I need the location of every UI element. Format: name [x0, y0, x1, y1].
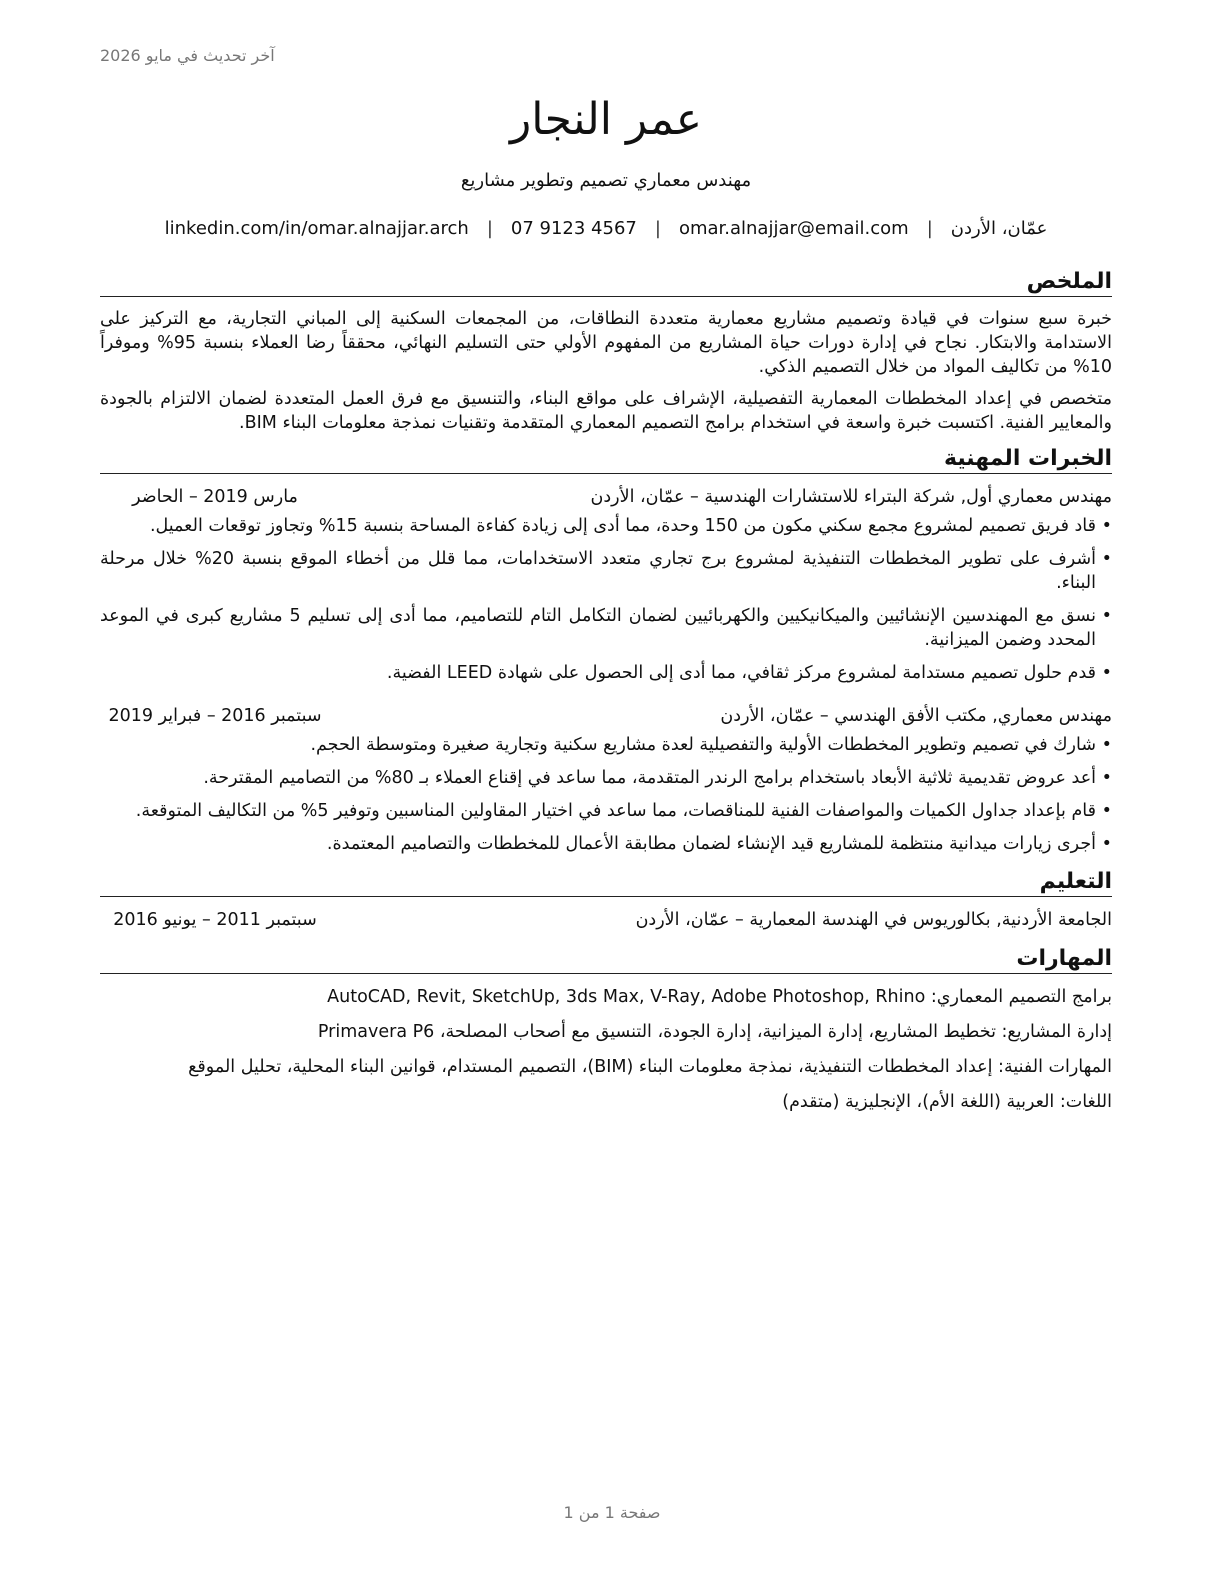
- education-dates: سبتمبر 2011 – يونيو 2016: [113, 910, 317, 930]
- contact-line: [100, 216, 1112, 242]
- job-header: [100, 484, 1112, 510]
- contact-separator: |: [926, 218, 933, 239]
- job-bullets: [100, 733, 1112, 856]
- job-bullet: • قدم حلول تصميم مستدامة لمشروع مركز ثقافي، مما أدى إلى الحصول على شهادة LEED الفضية.: [100, 661, 1112, 685]
- contact-phone: 07 9123 4567: [510, 218, 637, 239]
- skill-line: إدارة المشاريع: تخطيط المشاريع، إدارة الميزانية، إدارة الجودة، التنسيق مع أصحاب المصلحة، Primavera P6: [317, 1022, 1112, 1042]
- skill-line: برامج التصميم المعماري: AutoCAD, Revit, SketchUp, 3ds Max, V-Ray, Adobe Photoshop, Rhino: [327, 987, 1112, 1007]
- education-heading: التعليم: [100, 868, 1112, 897]
- job-bullet: • أشرف على تطوير المخططات التنفيذية لمشروع برج تجاري متعدد الاستخدامات، مما قلل من أخطاء الموقع بنسبة 20% خلال مرحلة البناء.: [100, 547, 1112, 595]
- job-bullet: • قاد فريق تصميم لمشروع مجمع سكني مكون من 150 وحدة، مما أدى إلى زيادة كفاءة المساحة بنسبة 15% وتجاوز توقعات العميل.: [100, 514, 1112, 538]
- last-updated-note: آخر تحديث في مايو 2026: [100, 46, 275, 65]
- job-entry: [100, 484, 1112, 685]
- job-bullet: • شارك في تصميم وتطوير المخططات الأولية والتفصيلية لعدة مشاريع سكنية وتجارية صغيرة ومتوسطة الحجم.: [100, 733, 1112, 757]
- job-bullet: • أجرى زيارات ميدانية منتظمة للمشاريع قيد الإنشاء لضمان مطابقة الأعمال للمخططات والتصاميم المعتمدة.: [100, 832, 1112, 856]
- summary-paragraph: خبرة سبع سنوات في قيادة وتصميم مشاريع معمارية متعددة النطاقات، من المجمعات السكنية إلى المباني التجارية، مع التركيز على الاستدامة والابتكار. نجاح في إدارة دورات حياة المشاريع من المفهوم الأولي حتى التسليم النهائي، محققاً رضا العملاء بنسبة 95% وموفراً 10% من تكاليف المواد من خلال التصميم الذكي.: [100, 309, 1112, 377]
- job-bullet: • أعد عروض تقديمية ثلاثية الأبعاد باستخدام برامج الرندر المتقدمة، مما ساعد في إقناع العملاء بـ 80% من التصاميم المقترحة.: [100, 766, 1112, 790]
- resume-page: [100, 90, 1112, 1124]
- contact-separator: |: [486, 218, 493, 239]
- job-entry: [100, 703, 1112, 856]
- summary-heading: الملخص: [100, 268, 1112, 297]
- skill-line: المهارات الفنية: إعداد المخططات التنفيذية، نمذجة معلومات البناء (BIM)، التصميم المستدام، قوانين البناء المحلية، تحليل الموقع: [188, 1057, 1112, 1077]
- job-location: – عمّان، الأردن: [720, 706, 829, 726]
- skill-line: اللغات: العربية (اللغة الأم)، الإنجليزية (متقدم): [782, 1092, 1112, 1112]
- job-header: [100, 703, 1112, 729]
- job-bullets: [100, 514, 1112, 685]
- contact-linkedin[interactable]: linkedin.com/in/omar.alnajjar.arch: [164, 218, 469, 239]
- job-dates: مارس 2019 – الحاضر: [132, 487, 298, 507]
- experience-heading: الخبرات المهنية: [100, 445, 1112, 474]
- candidate-name: عمر النجار: [510, 94, 702, 145]
- contact-separator: |: [654, 218, 661, 239]
- job-title: مهندس معماري أول, شركة البتراء للاستشارات الهندسية – عمّان، الأردن: [590, 487, 1112, 507]
- job-bullet: • قام بإعداد جداول الكميات والمواصفات الفنية للمناقصات، مما ساعد في اختيار المقاولين المناسبين وتوفير 5% من التكاليف المتوقعة.: [100, 799, 1112, 823]
- education-title: الجامعة الأردنية, بكالوريوس في الهندسة المعمارية – عمّان، الأردن: [635, 910, 1112, 930]
- education-location: – عمّان، الأردن: [635, 910, 744, 930]
- page-number: صفحة 1 من 1: [563, 1503, 661, 1522]
- job-title: مهندس معماري, مكتب الأفق الهندسي – عمّان، الأردن: [720, 706, 1112, 726]
- job-dates: سبتمبر 2016 – فبراير 2019: [108, 706, 322, 726]
- contact-location: عمّان، الأردن: [950, 218, 1048, 239]
- skills-heading: المهارات: [100, 945, 1112, 974]
- contact-email[interactable]: omar.alnajjar@email.com: [678, 218, 909, 239]
- candidate-tagline: مهندس معماري تصميم وتطوير مشاريع: [460, 170, 752, 191]
- education-entry: [100, 907, 1112, 933]
- summary-paragraph: متخصص في إعداد المخططات المعمارية التفصيلية، الإشراف على مواقع البناء، والتنسيق مع فرق العمل المتعددة لضمان الالتزام بالجودة والمعايير الفنية. اكتسبت خبرة واسعة في استخدام برامج التصميم المعماري المتقدمة وتقنيات نمذجة معلومات البناء BIM.: [100, 389, 1112, 433]
- job-bullet: • نسق مع المهندسين الإنشائيين والميكانيكيين والكهربائيين لضمان التكامل التام للتصاميم، مما أدى إلى تسليم 5 مشاريع كبرى في الموعد المحدد وضمن الميزانية.: [100, 604, 1112, 652]
- job-location: – عمّان، الأردن: [590, 487, 699, 507]
